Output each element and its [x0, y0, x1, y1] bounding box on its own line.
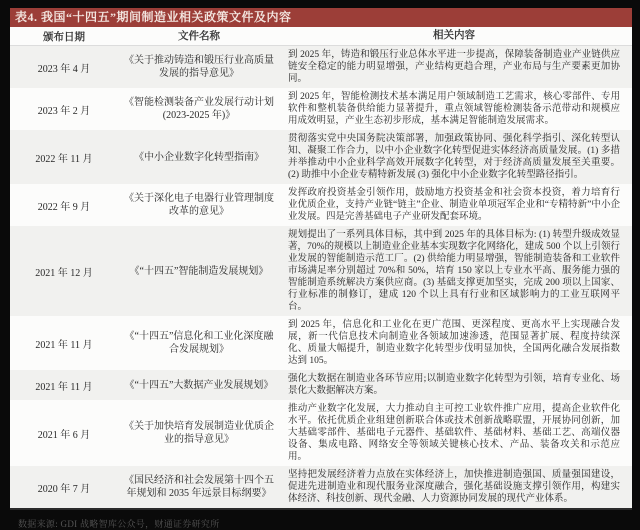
row-document-name: 《关于推动铸造和锻压行业高质量发展的指导意见》 [124, 55, 274, 79]
data-source-note [10, 510, 632, 530]
row-document-name: 《关于深化电子电器行业管理制度改革的意见》 [124, 193, 274, 217]
row-document-name: 《国民经济和社会发展第十四个五年规划和 2035 年远景目标纲要》 [124, 475, 274, 499]
table-row [10, 466, 632, 508]
row-publish-date: 2023 年 2 月 [37, 105, 91, 117]
row-related-content: 发挥政府投资基金引领作用，鼓励地方投资基金和社会资本投资，着力培育行业优质企业，支持产业链“链主”企业、制造业单项冠军企业和“专精特新”中小企业发展。四是完善基础电子产业研发配套环境。 [288, 188, 620, 222]
row-related-content: 强化大数据在制造业各环节应用;以制造业数字化转型为引领，培育专业化、场景化大数据解决方案。 [288, 374, 620, 396]
header-related-content: 相关内容 [433, 30, 475, 41]
row-document-name: 《智能检测装备产业发展行动计划(2023-2025 年)》 [124, 97, 274, 121]
row-publish-date: 2022 年 9 月 [37, 201, 91, 213]
data-source-text: 数据来源: GDI 战略智库公众号，财通证券研究所 [18, 519, 220, 529]
table-row [10, 226, 632, 316]
row-publish-date: 2021 年 11 月 [35, 339, 93, 351]
table-row [10, 316, 632, 370]
row-publish-date: 2022 年 11 月 [35, 153, 93, 165]
table-title-bar [10, 8, 632, 27]
row-publish-date: 2021 年 6 月 [37, 429, 91, 441]
row-publish-date: 2021 年 11 月 [35, 381, 93, 393]
row-publish-date: 2021 年 12 月 [35, 267, 93, 279]
row-related-content: 到 2025 年，信息化和工业化在更广范围、更深程度、更高水平上实现融合发展，新一代信息技术向制造业各领域加速渗透，范围显著扩展、程度持续深化、质量大幅提升，制造业数字化转型步伐明显加快，全国两化融合发展指数达到 105。 [288, 320, 620, 366]
document-page [10, 8, 632, 529]
table-row [10, 88, 632, 130]
header-document-name: 文件名称 [178, 30, 220, 42]
row-publish-date: 2023 年 4 月 [37, 63, 91, 75]
table-title: 表4. 我国“十四五”期间制造业相关政策文件及内容 [15, 10, 292, 24]
table-header-row [10, 27, 632, 46]
row-document-name: 《“十四五”信息化和工业化深度融合发展规划》 [124, 331, 274, 355]
row-document-name: 《关于加快培育发展制造业优质企业的指导意见》 [124, 421, 274, 445]
row-document-name: 《“十四五”大数据产业发展规划》 [124, 379, 274, 391]
row-related-content: 到 2025 年，铸造和锻压行业总体水平进一步提高，保障装备制造业产业链供应链安全稳定的能力明显增强，产业结构更趋合理，产业布局与生产要素更加协同。 [288, 50, 620, 84]
row-related-content: 到 2025 年，智能检测技术基本满足用户领域制造工艺需求，核心零部件、专用软件和整机装备供给能力显著提升，重点领域智能检测装备示范带动和规模应用成效明显，产业生态初步形成，基本满足智能制造发展需求。 [288, 92, 620, 126]
table-row [10, 370, 632, 400]
row-related-content: 贯彻落实党中央国务院决策部署，加强政策协同、强化科学指引、深化转型认知、凝聚工作合力，以中小企业数字化转型促进实体经济高质量发展。(1) 多措并举推动中小企业科学高效开展数字化转型，对于经济高质量发展至关重要。(2) 助推中小企业专精特新发展 (3) 强化中小企业数字化转型路径指引。 [288, 134, 620, 180]
table-row [10, 46, 632, 88]
row-related-content: 规划提出了一系列具体目标，其中到 2025 年的具体目标为: (1) 转型升级成效显著，70%的规模以上制造业企业基本实现数字化网络化，建成 500 个以上引领行业发展的智能制造示范工厂。(2) 供给能力明显增强，智能制造装备和工业软件市场满足率分别超过 70%和 50%，培育 150 家以上专业水平高、服务能力强的智能制造系统解决方案供应商。(3) 基础支撑更加坚实，完成 200 项以上国家、行业标准的制修订，建成 120 个以上具有行业和区域影响力的工业互联网平台。 [288, 230, 620, 312]
row-publish-date: 2020 年 7 月 [37, 483, 91, 495]
row-document-name: 《中小企业数字化转型指南》 [134, 151, 264, 163]
table-row [10, 130, 632, 184]
table-row [10, 184, 632, 226]
header-publish-date: 颁布日期 [43, 31, 85, 43]
table-row [10, 400, 632, 466]
row-document-name: 《“十四五”智能制造发展规划》 [129, 265, 269, 277]
row-related-content: 推动产业数字化发展，大力推动自主可控工业软件推广应用，提高企业软件化水平。依托优质企业组建创新联合体或技术创新战略联盟，开展协同创新，加大基础零部件、基础电子元器件、基础软件、基础材料、基础工艺、高端仪器设备、集成电路、网络安全等领域关键核心技术、产品、装备攻关和示范应用。 [288, 404, 620, 462]
table-body [10, 46, 632, 510]
row-related-content: 坚持把发展经济着力点放在实体经济上，加快推进制造强国、质量强国建设，促进先进制造业和现代服务业深度融合，强化基础设施支撑引领作用，构建实体经济、科技创新、现代金融、人力资源协同发展的现代产业体系。 [288, 470, 620, 504]
